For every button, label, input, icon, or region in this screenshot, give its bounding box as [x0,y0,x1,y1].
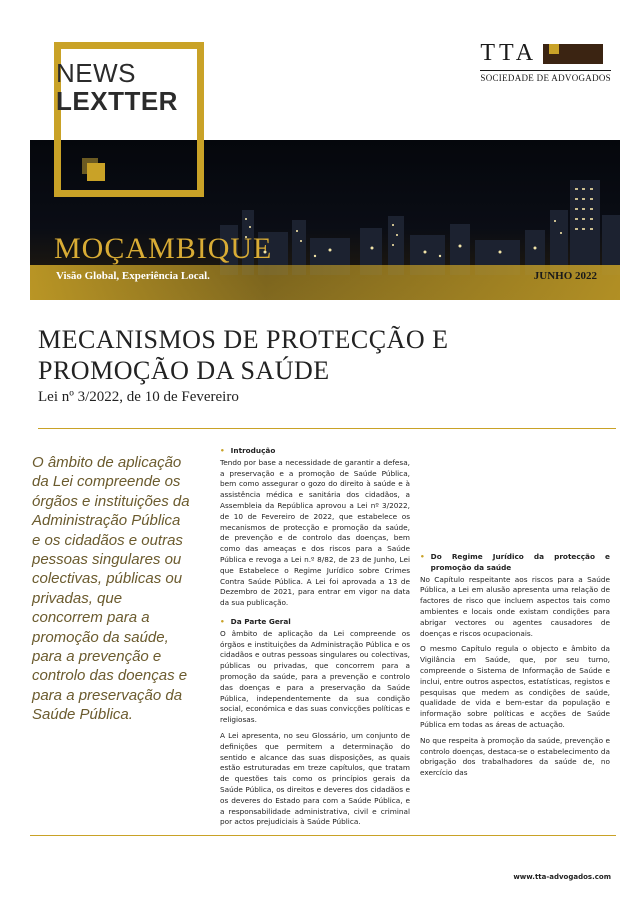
section-paragraph: O mesmo Capítulo regula o objecto e âmbito da Vigilância em Saúde, que, por seu turno, compreende o Sistema de Informação de Saúde e inclui, entre outros aspectos, estatísticas, registos e pesquisas que medem as condições de saúde, qualidade de vida e bem-estar da população e informação sobre políticas e acções de Saúde Pública em todas as áreas de actuação. [420,644,611,729]
section-paragraph: No que respeita à promoção da saúde, prevenção e controlo doenças, destaca-se o estabelecimento da obrigação dos trabalhadores da saúde de, no exercício das [420,735,610,778]
bullet-icon: • [220,446,225,455]
newsletter-title [56,60,178,114]
bullet-icon: • [420,552,425,561]
section-paragraph: No Capítulo respeitante aos riscos para a Saúde Pública, a Lei em alusão apresenta uma relação de factores de risco que incluem aspectos tais como ambientes e locais onde existam condições para abrigar vectores ou agentes causadores de doenças e riscos ocupacionais. [420,574,610,638]
article-title: MECANISMOS DE PROTECÇÃO E PROMOÇÃO DA SAÚDE [38,325,449,385]
tta-logo [480,40,611,83]
section-heading-regime-juridico: • Do Regime Jurídico da protecção e promoção da saúde [420,552,610,572]
divider-top [38,428,616,429]
country-title: MOÇAMBIQUE [54,232,273,265]
logo-subtitle: SOCIEDADE DE ADVOGADOS [480,70,611,83]
bullet-icon: • [220,616,225,626]
section-heading-parte-geral: • Da Parte Geral [220,616,291,626]
section-paragraph: A Lei apresenta, no seu Glossário, um conjunto de definições que permitem a determinação do sentido e alcance das suas disposições, as quais estão estruturadas em treze capítulos, que tratam de questões tais como os princípios gerais da Saúde Pública, os direitos e deveres dos cidadãos e os deveres do Estado para com a Saúde Pública, e a responsabilidade administrativa, civil e criminal por actos prejudiciais à Saúde Pública. [220,730,410,827]
footer-website-link[interactable]: www.tta-advogados.com [513,873,611,881]
law-reference: Lei nº 3/2022, de 10 de Fevereiro [38,389,239,405]
logo-main-text: TTA [480,40,538,66]
section-paragraph: O âmbito de aplicação da Lei compreende os órgãos e instituições da Administração Pública e os cidadãos e outras pessoas singulares ou colectivas, públicas ou privadas, que concorrem para a promoção da saúde, para a prevenção e controlo das doenças e para a preservação da Saúde Pública, independentemente da sua condição social, económica e das suas convicções políticas e religiosas. [220,628,410,725]
news-title-line2: LEXTTER [56,86,178,116]
pull-quote: O âmbito de aplicação da Lei compreende os órgãos e instituições da Administração Pública e os cidadãos e outras pessoas singulares ou colectivas, públicas ou privadas, que concorrem para a promoção da saúde, para a prevenção e controlo das doenças e para a preservação da Saúde Pública. [32,454,190,724]
article-column-2 [420,446,610,784]
section-heading-introducao: • Introdução [220,446,276,455]
section-paragraph: Tendo por base a necessidade de garantir a defesa, a preservação e a promoção de Saúde Pública, bem como assegurar o gozo do direito à saúde e à assistência médica e sanitária dos cidadãos, a Assembleia da República aprovou a Lei nº 3/2022, de 10 de Fevereiro de 2022, que estabelece os mecanismos de protecção e promoção da saúde, de prevenção e de controlo das doenças, bem como das ameaças e dos riscos para a Saúde Pública e revoga a Lei n.º 8/82, de 23 de Junho, Lei que Estabelece o Regime Jurídico sobre Crimes Contra Saúde Pública. A Lei foi aprovada a 13 de Dezembro de 2021, para entrar em vigor na data da sua publicação. [220,457,410,608]
tagline: Visão Global, Experiência Local. [56,270,210,282]
logo-mark-icon [543,44,603,64]
issue-date: JUNHO 2022 [533,270,597,282]
news-title-line1: NEWS [56,58,136,88]
divider-bottom [30,835,616,836]
article-column-1 [220,446,410,833]
